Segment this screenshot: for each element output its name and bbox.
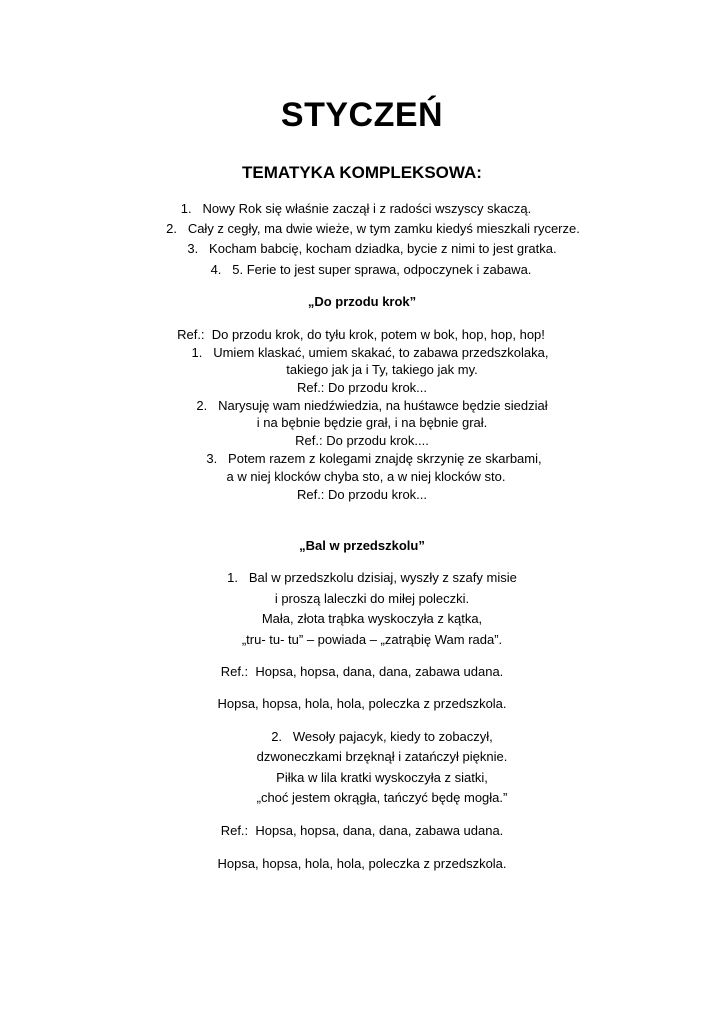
page-subtitle: TEMATYKA KOMPLEKSOWA: <box>242 163 482 182</box>
lyric-line: dzwoneczkami brzęknął i zatańczył pięknie. <box>256 749 508 764</box>
lyric-line: 2. Wesoły pajacyk, kiedy to zobaczył, <box>271 729 493 744</box>
theme-item: 3. Kocham babcię, kocham dziadka, bycie z nimi to jest gratka. <box>187 241 557 256</box>
lyric-line: Ref.: Do przodu krok, do tyłu krok, potem w bok, hop, hop, hop! <box>177 327 545 342</box>
lyric-line: „choć jestem okrągła, tańczyć będę mogła.” <box>256 790 508 805</box>
lyric-line: i proszą laleczki do miłej poleczki. <box>274 591 470 606</box>
song-title: „Bal w przedszkolu” <box>299 538 425 553</box>
lyric-line: 1. Umiem klaskać, umiem skakać, to zabawa przedszkolaka, <box>191 345 549 360</box>
lyric-line: Piłka w lila kratki wyskoczyła z siatki, <box>276 770 488 785</box>
song-title: „Do przodu krok” <box>307 294 417 309</box>
lyric-line: i na bębnie będzie grał, i na bębnie grał. <box>256 415 488 430</box>
lyric-line: Hopsa, hopsa, hola, hola, poleczka z przedszkola. <box>217 696 507 711</box>
lyric-line: 1. Bal w przedszkolu dzisiaj, wyszły z szafy misie <box>227 570 517 585</box>
lyric-line: Ref.: Hopsa, hopsa, dana, dana, zabawa udana. <box>220 664 504 679</box>
lyric-line: Ref.: Hopsa, hopsa, dana, dana, zabawa udana. <box>220 823 504 838</box>
theme-item: 4. 5. Ferie to jest super sprawa, odpoczynek i zabawa. <box>210 262 532 277</box>
theme-item: 1. Nowy Rok się właśnie zaczął i z radości wszyscy skaczą. <box>180 201 532 216</box>
theme-item: 2. Cały z cegły, ma dwie wieże, w tym zamku kiedyś mieszkali rycerze. <box>166 221 580 236</box>
lyric-line: takiego jak ja i Ty, takiego jak my. <box>286 362 478 377</box>
lyric-line: Mała, złota trąbka wyskoczyła z kątka, <box>261 611 483 626</box>
lyric-line: Ref.: Do przodu krok.... <box>295 433 429 448</box>
lyric-line: 3. Potem razem z kolegami znajdę skrzynię ze skarbami, <box>206 451 542 466</box>
lyric-line: Ref.: Do przodu krok... <box>296 487 428 502</box>
page-title: STYCZEŃ <box>280 96 444 134</box>
lyric-line: Ref.: Do przodu krok... <box>296 380 428 395</box>
lyric-line: a w niej klocków chyba sto, a w niej klocków sto. <box>226 469 506 484</box>
lyric-line: 2. Narysuję wam niedźwiedzia, na huśtawce będzie siedział <box>196 398 548 413</box>
lyric-line: „tru- tu- tu” – powiada – „zatrąbię Wam rada”. <box>241 632 503 647</box>
lyric-line: Hopsa, hopsa, hola, hola, poleczka z przedszkola. <box>217 856 507 871</box>
